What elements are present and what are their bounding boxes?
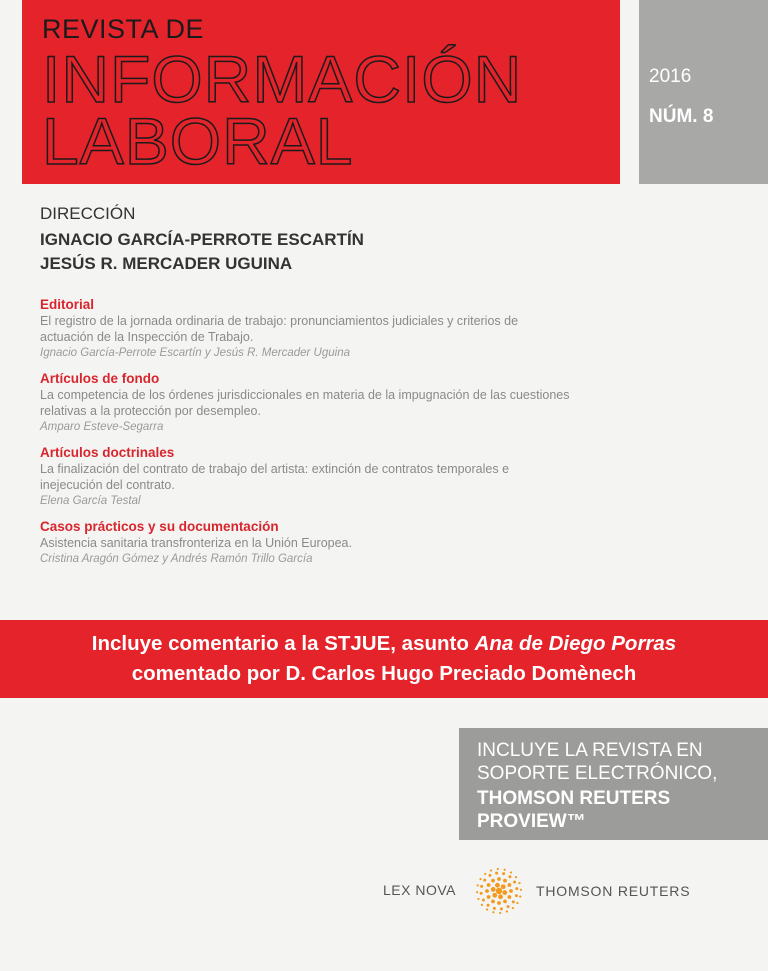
banner-line-1 (0, 629, 768, 659)
logo-dot (502, 872, 505, 875)
logo-dot (499, 912, 501, 914)
lex-nova-logo: LEX NOVA (383, 882, 456, 898)
section-description: La competencia de los órdenes jurisdiccionales en materia de la impugnación de las cuestiones (40, 388, 570, 402)
banner-text: Incluye comentario a la STJUE, asunto (91, 632, 475, 655)
banner-case-name: Ana de Diego Porras (474, 632, 677, 655)
title-line-1: INFORMACIÓN (42, 42, 523, 116)
logo-dot (515, 876, 517, 878)
logo-dot (506, 910, 508, 912)
logo-dot (520, 889, 522, 891)
director-name: JESÚS R. MERCADER UGUINA (40, 254, 293, 273)
logo-dot (503, 899, 507, 903)
logo-dot (490, 869, 492, 871)
section-description: inejecución del contrato. (40, 478, 175, 492)
journal-title-block (22, 0, 620, 184)
logo-dot (518, 882, 520, 884)
logo-dot (497, 877, 501, 881)
issue-block (639, 0, 768, 184)
editorial-direction (40, 204, 364, 276)
logo-dot (512, 900, 515, 903)
section-description: relativas a la protección por desempleo. (40, 404, 261, 418)
logo-dot (477, 898, 479, 900)
director-name: IGNACIO GARCÍA-PERROTE ESCARTÍN (40, 230, 364, 249)
logo-dot (509, 889, 513, 893)
logo-dot (484, 873, 486, 875)
logo-dot (486, 908, 488, 910)
section-author: Ignacio García-Perrote Escartín y Jesús R. Mercader Uguina (40, 347, 350, 359)
logo-dot (508, 875, 511, 878)
logo-dot (481, 904, 483, 906)
thomson-reuters-logo-icon (476, 868, 522, 914)
section-description: Asistencia sanitaria transfronteriza en la Unión Europea. (40, 536, 352, 550)
logo-dot (480, 892, 483, 895)
section-author: Amparo Esteve-Segarra (40, 421, 164, 433)
logo-dot (501, 884, 506, 889)
proview-line-2: SOPORTE ELECTRÓNICO, (477, 763, 718, 784)
logo-dot (487, 895, 491, 899)
logo-dot (488, 874, 491, 877)
toc-section-articulos-doctrinales (40, 444, 640, 509)
table-of-contents (40, 296, 640, 576)
section-title: Casos prácticos y su documentación (40, 519, 279, 534)
logo-dot (482, 899, 485, 902)
logo-dot (491, 899, 495, 903)
logo-dot (483, 879, 486, 882)
logo-dot (507, 883, 511, 887)
logo-dot (497, 901, 501, 905)
proview-line-1: INCLUYE LA REVISTA EN (477, 740, 703, 761)
title-line-2: LABORAL (42, 104, 354, 178)
logo-dot (507, 905, 510, 908)
logo-dot (507, 895, 511, 899)
logo-dot (476, 891, 478, 893)
logo-dot (487, 883, 491, 887)
logo-dot (487, 904, 490, 907)
issue-year: 2016 (649, 66, 692, 87)
logo-dot (512, 907, 514, 909)
section-title: Artículos doctrinales (40, 445, 175, 460)
direction-label: DIRECCIÓN (40, 204, 136, 223)
banner-line-2: comentado por D. Carlos Hugo Preciado Domènech (131, 662, 637, 685)
logo-dot (519, 896, 521, 898)
logo-dot (477, 884, 479, 886)
proview-box (459, 728, 768, 840)
toc-section-casos-practicos (40, 518, 640, 567)
logo-dot (491, 879, 495, 883)
toc-section-articulos-fondo (40, 370, 640, 435)
logo-dot (500, 907, 503, 910)
logo-dot (479, 878, 481, 880)
section-author: Elena García Testal (40, 495, 141, 507)
logo-dot (492, 893, 497, 898)
logo-dot (498, 894, 503, 899)
section-description: actuación de la Inspección de Trabajo. (40, 330, 254, 344)
section-description: El registro de la jornada ordinaria de trabajo: pronunciamientos judiciales y criterios de (40, 314, 519, 328)
logo-dot (502, 890, 507, 895)
thomson-reuters-name: THOMSON REUTERS (536, 883, 691, 899)
logo-dot (513, 880, 516, 883)
logo-dot (495, 883, 500, 888)
section-title: Editorial (40, 297, 95, 312)
logo-dot (510, 871, 512, 873)
logo-dot (515, 887, 518, 890)
proview-line-4: PROVIEW™ (477, 811, 586, 832)
logo-dot (495, 872, 498, 875)
logo-dot (497, 868, 499, 870)
section-title: Artículos de fondo (40, 371, 160, 386)
logo-dot (493, 907, 496, 910)
title-prefix: REVISTA DE (42, 14, 205, 44)
section-description: La finalización del contrato de trabajo del artista: extinción de contratos temporales e (40, 462, 510, 476)
proview-line-3: THOMSON REUTERS (477, 788, 671, 809)
logo-dot (496, 888, 502, 894)
toc-section-editorial (40, 296, 640, 361)
logo-dot (504, 869, 506, 871)
issue-number: NÚM. 8 (649, 106, 714, 127)
logo-dot (480, 885, 483, 888)
logo-dot (491, 887, 496, 892)
logo-dot (515, 894, 518, 897)
section-author: Cristina Aragón Gómez y Andrés Ramón Trillo García (40, 553, 313, 565)
logo-dot (516, 902, 518, 904)
promo-banner (0, 620, 768, 698)
logo-dot (503, 879, 507, 883)
logo-dot (492, 911, 494, 913)
logo-dot (485, 889, 489, 893)
